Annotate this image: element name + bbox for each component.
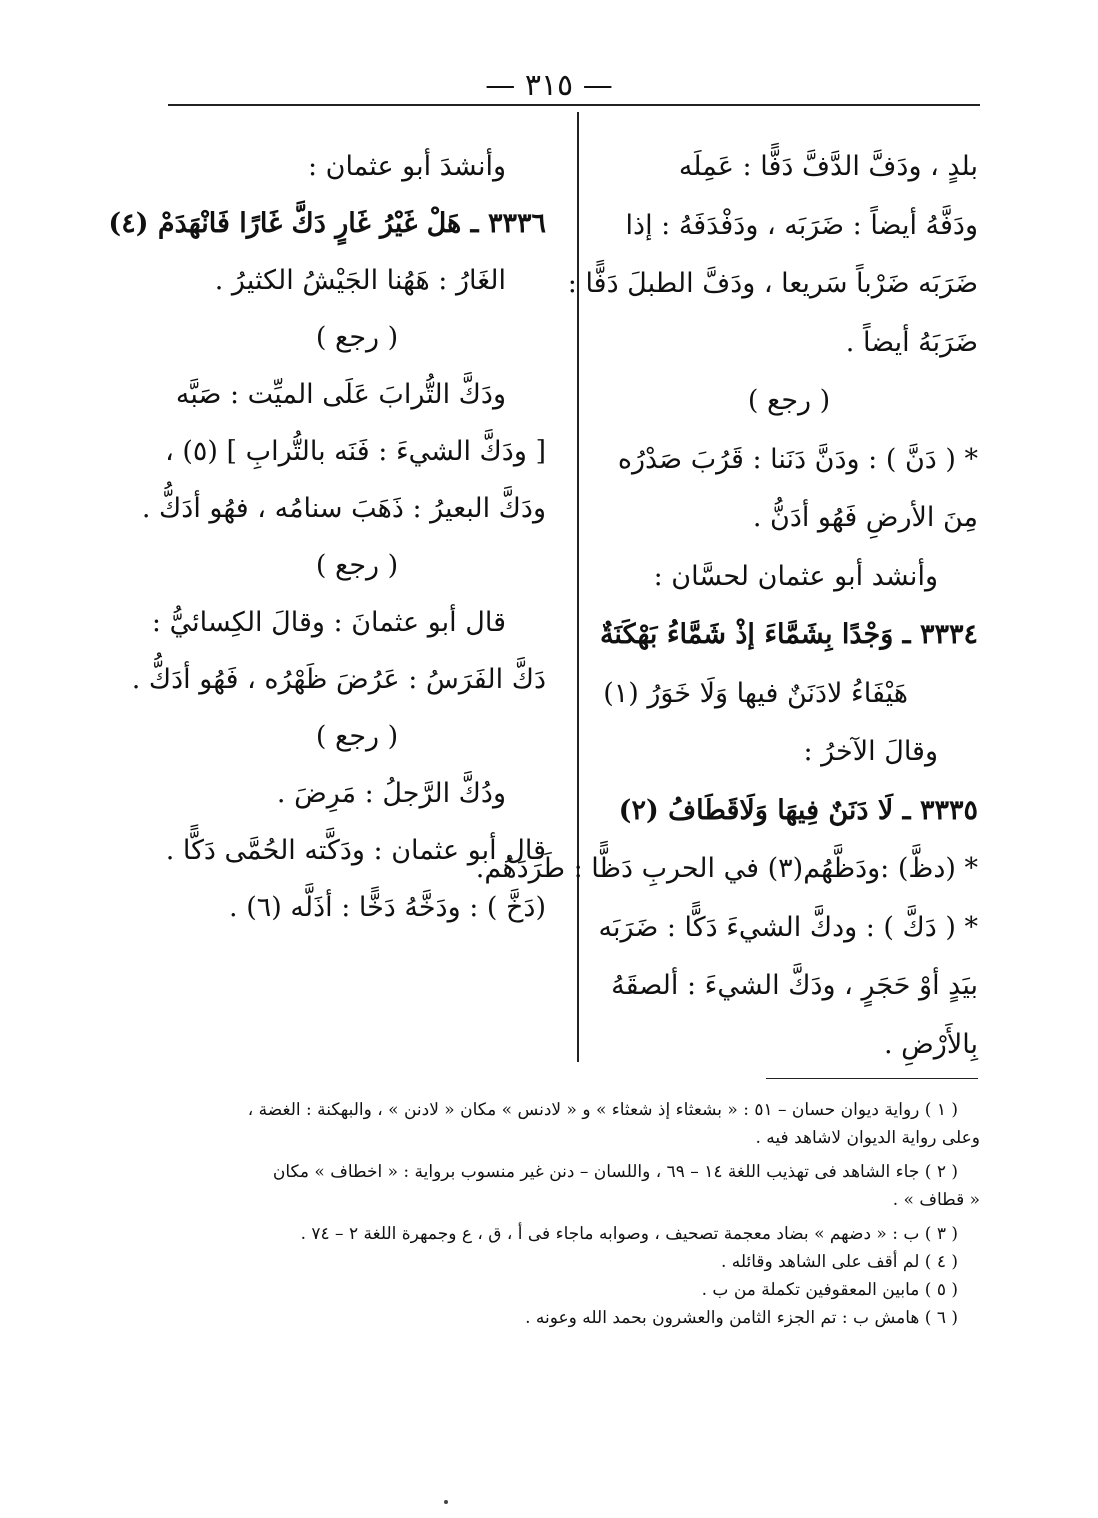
text-line: دَكَّ الفَرَسُ : عَرُضَ ظَهْرُه ، فَهُو أدَكُّ .	[131, 664, 546, 695]
text-line: ٣٣٣٥ ـ لَا دَنَنٌ فِيهَا وَلَاقَطَافُ (٢)	[618, 794, 978, 826]
footnote-rule	[766, 1078, 978, 1079]
text-line: ودَفَّهُ أيضاً : ضَرَبَه ، ودَفْدَفَهُ : إذا	[625, 209, 978, 241]
text-line: ضَرَبَه ضَرْباً سَريعا ، ودَفَّ الطبلَ دَفًّا :	[567, 268, 978, 299]
text-line: ٣٣٣٦ ـ هَلْ غَيْرُ غَارٍ دَكَّ غَارًا فَانْهَدَمْ (٤)	[108, 208, 546, 239]
text-line: وأنشد أبو عثمان لحسَّان :	[653, 560, 938, 592]
header-rule	[168, 104, 980, 106]
footnote-line: ( ٤ ) لم أقف على الشاهد وقائله .	[720, 1252, 958, 1272]
right-column	[475, 138, 978, 1074]
footnote-line: ( ٣ ) ب : « دضهم » بضاد معجمة تصحيف ، وصوابه ماجاء فى أ ، ق ، ع وجمهرة اللغة ٢ – ٧٤ .	[300, 1224, 958, 1244]
footnote-line: ( ١ ) رواية ديوان حسان – ٥١ : « بشعثاء إذ شعثاء » و « لادنس » مكان « لادنن » ، والبهكنة : الغضة ،	[247, 1100, 958, 1120]
page-speck	[444, 1500, 448, 1504]
footnote-line: ( ٢ ) جاء الشاهد فى تهذيب اللغة ١٤ – ٦٩ ، واللسان – دنن غير منسوب برواية : « اخطاف » مكان	[272, 1162, 958, 1182]
text-line: ( رجع )	[315, 550, 399, 581]
footnote-line: ( ٥ ) مابين المعقوفين تكملة من ب .	[701, 1280, 958, 1300]
footnote-line: وعلى رواية الديوان لاشاهد فيه .	[755, 1128, 980, 1148]
text-line: * (دظَّ) :ودَظَّهُم(٣) في الحربِ دَظًّا : طَرَدَهُم.	[475, 853, 978, 884]
text-line: الغَارُ : هَهُنا الجَيْشُ الكثيرُ .	[214, 265, 506, 296]
text-line: ضَرَبَهُ أيضاً .	[845, 326, 978, 358]
text-line: [ ودَكَّ الشيءَ : فَنَه بالتُّرابِ ] (٥) ،	[165, 436, 546, 467]
text-line: وأنشدَ أبو عثمان :	[307, 151, 506, 182]
text-line: * ( دَنَّ ) : ودَنَّ دَنَنا : قَرُبَ صَدْرُه	[617, 443, 978, 475]
text-line: قال أبو عثمان : ودَكَّته الحُمَّى دَكًّا .	[165, 835, 546, 866]
left-column	[108, 138, 546, 936]
text-line: ( رجع )	[315, 322, 399, 353]
footnote-line: « قطاف » .	[892, 1190, 980, 1210]
text-line: مِنَ الأرضِ فَهُو أدَنُّ .	[752, 502, 978, 533]
text-line: هَيْفَاءُ لادَنَنٌ فيها وَلَا خَوَرُ (١)	[603, 677, 908, 709]
text-line: ودَكَّ البعيرُ : ذَهَبَ سنامُه ، فهُو أدَكُّ .	[141, 493, 546, 524]
text-line: ودُكَّ الرَّجلُ : مَرِضَ .	[276, 778, 506, 809]
text-line: وقالَ الآخرُ :	[803, 736, 938, 767]
text-line: بلدٍ ، ودَفَّ الدَّفَّ دَفًّا : عَمِلَه	[678, 151, 978, 182]
text-line: ٣٣٣٤ ـ وَجْدًا بِشَمَّاءَ إذْ شَمَّاءُ بَهْكَنَةٌ	[599, 619, 978, 650]
text-line: (دَخَّ ) : ودَخَّهُ دَخًّا : أذَلَّه (٦) .	[229, 892, 546, 923]
page-number: — ٣١٥ —	[485, 68, 613, 103]
text-line: ودَكَّ التُّرابَ عَلَى الميِّت : صَبَّه	[175, 379, 506, 410]
footnotes	[160, 1096, 980, 1332]
text-line: بِالأَرْضِ .	[884, 1028, 978, 1060]
text-line: بيَدٍ أوْ حَجَرٍ ، ودَكَّ الشيءَ : ألصقَهُ	[611, 970, 978, 1001]
text-line: قال أبو عثمانَ : وقالَ الكِسائيُّ :	[151, 607, 506, 638]
text-line: * ( دَكَّ ) : ودكَّ الشيءَ دَكًّا : ضَرَبَه	[598, 911, 978, 943]
text-line: ( رجع )	[747, 385, 831, 416]
footnote-line: ( ٦ ) هامش ب : تم الجزء الثامن والعشرون بحمد الله وعونه .	[525, 1308, 958, 1328]
text-line: ( رجع )	[315, 721, 399, 752]
